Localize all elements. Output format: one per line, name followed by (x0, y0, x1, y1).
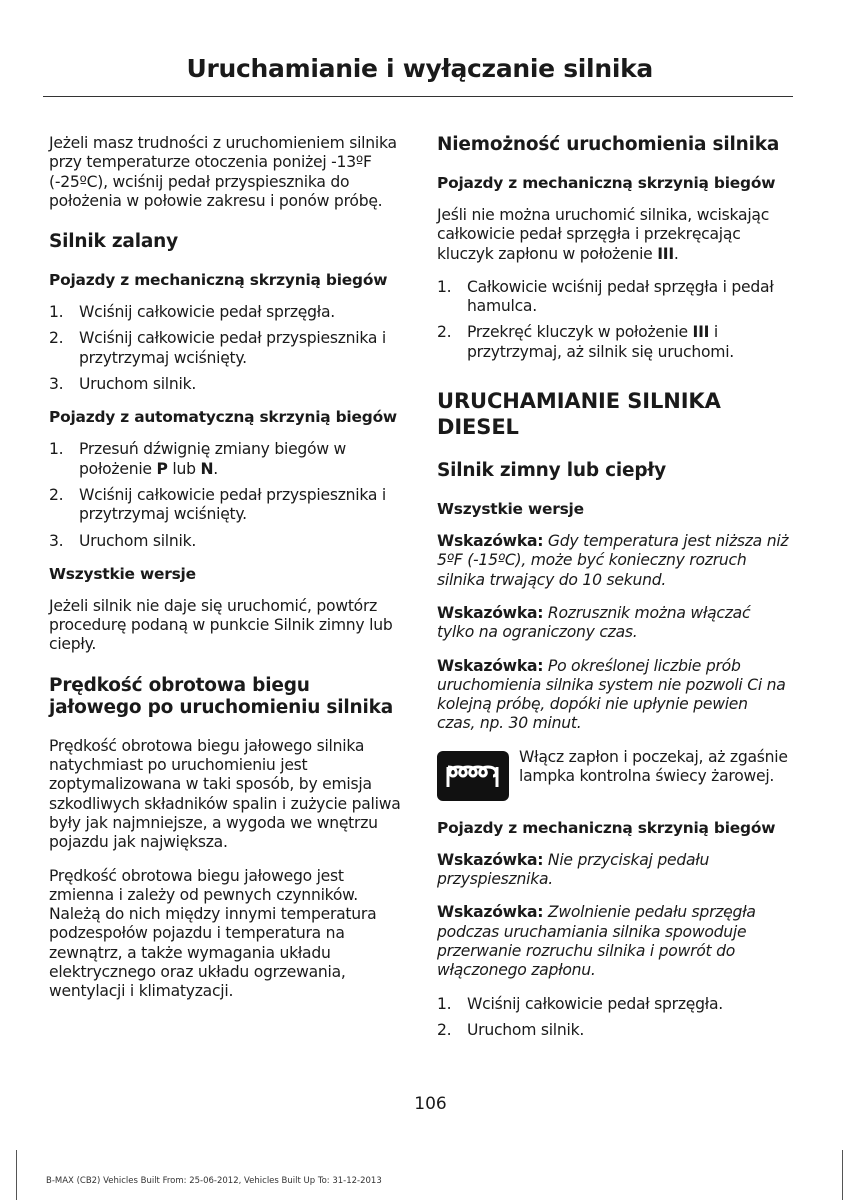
automatic-steps-list (49, 440, 401, 550)
step-text: Uruchom silnik. (467, 1020, 585, 1039)
footer-vehicle-info: B-MAX (CB2) Vehicles Built From: 25-06-2012, Vehicles Built Up To: 31-12-2013 (46, 1176, 382, 1186)
step-text: Uruchom silnik. (79, 531, 197, 550)
gear-n-label: N (200, 459, 214, 478)
step-text: lub (167, 459, 201, 478)
list-item (49, 329, 401, 368)
step-text: i przytrzymaj, aż silnik się uruchomi. (467, 323, 735, 361)
manual-steps-list (49, 303, 401, 394)
note-text: Gdy temperatura jest niższa niż 5ºF (-15ºC), może być konieczny rozruch silnika trwający do 10 sekund. (437, 532, 789, 589)
title-divider (43, 96, 793, 97)
list-item (49, 532, 401, 551)
list-item (437, 995, 789, 1014)
note-label: Wskazówka: (437, 850, 544, 869)
note-4 (437, 851, 789, 890)
note-label: Wskazówka: (437, 532, 544, 551)
failure-to-start-heading: Niemożność uruchomienia silnika (437, 134, 780, 155)
note-text: Zwolnienie pedału sprzęgła podczas uruchamiania silnika spowoduje przerwanie rozruchu silnika i powrót do włączonego zapłonu. (437, 903, 756, 980)
list-item (49, 486, 401, 525)
glow-plug-icon (437, 751, 509, 801)
list-item (49, 375, 401, 394)
all-versions-paragraph: Jeżeli silnik nie daje się uruchomić, powtórz procedurę podaną w punkcie Silnik zimny lub ciepły. (49, 596, 393, 654)
list-item (437, 1021, 789, 1040)
step-text: Całkowicie wciśnij pedał sprzęgła i pedał hamulca. (467, 277, 774, 316)
list-item (49, 440, 401, 479)
right-column (437, 134, 789, 1054)
step-text: Uruchom silnik. (79, 375, 197, 394)
paragraph-text: Jeśli nie można uruchomić silnika, wciskając całkowicie pedał sprzęgła i przekręcając kluczyk zapłonu w położenie (437, 206, 770, 263)
page-number: 106 (414, 1094, 447, 1114)
step-number: 2. (437, 1020, 452, 1039)
diesel-manual-steps-list (437, 995, 789, 1041)
note-label: Wskazówka: (437, 903, 544, 922)
manual-transmission-heading: Pojazdy z mechaniczną skrzynią biegów (49, 271, 388, 290)
list-item (437, 323, 789, 362)
crop-mark-left (16, 1150, 17, 1200)
step-number: 1. (437, 277, 452, 296)
step-text: . (213, 459, 218, 478)
note-label: Wskazówka: (437, 656, 544, 675)
flooded-engine-heading: Silnik zalany (49, 231, 178, 253)
note-2 (437, 604, 789, 643)
gear-p-label: P (156, 459, 168, 478)
all-versions-heading: Wszystkie wersje (49, 564, 196, 583)
step-number: 3. (49, 375, 64, 394)
step-number: 1. (49, 440, 64, 459)
manual-transmission-heading: Pojazdy z mechaniczną skrzynią biegów (437, 174, 776, 192)
step-text: Wciśnij całkowicie pedał przyspiesznika i przytrzymaj wciśnięty. (79, 485, 386, 524)
glow-plug-text: Włącz zapłon i poczekaj, aż zgaśnie lampka kontrolna świecy żarowej. (519, 747, 788, 786)
step-text: Wciśnij całkowicie pedał przyspiesznika i przytrzymaj wciśnięty. (79, 329, 386, 367)
note-label: Wskazówka: (437, 603, 544, 622)
cold-warm-engine-heading: Silnik zimny lub ciepły (437, 460, 666, 482)
idle-speed-paragraph-1: Prędkość obrotowa biegu jałowego silnika natychmiast po uruchomieniu jest zoptymalizowana w taki sposób, by emisja szkodliwych składników spalin i zużycie paliwa były jak najmniejsze, a wygoda we wnętrzu pojazdu jak największa. (49, 736, 401, 852)
list-item (49, 303, 401, 322)
key-position-iii: III (657, 244, 674, 263)
note-1 (437, 532, 789, 590)
manual-transmission-heading: Pojazdy z mechaniczną skrzynią biegów (437, 818, 776, 837)
idle-speed-paragraph-2: Prędkość obrotowa biegu jałowego jest zmienna i zależy od pewnych czynników. Należą do nich między innymi temperatura podzespołów pojazdu i temperatura na zewnątrz, a także wymagania układu elektrycznego oraz układu ogrzewania, wentylacji i klimatyzacji. (49, 866, 377, 1001)
step-number: 3. (49, 531, 64, 550)
note-3 (437, 657, 789, 734)
note-text: Rozrusznik można włączać tylko na ograniczony czas. (437, 603, 751, 642)
step-number: 2. (49, 485, 64, 504)
all-versions-heading: Wszystkie wersje (437, 500, 584, 519)
step-text: Przekręć kluczyk w położenie (467, 323, 693, 342)
idle-speed-heading: Prędkość obrotowa biegu jałowego po uruchomieniu silnika (49, 674, 394, 718)
step-number: 1. (437, 994, 452, 1013)
step-number: 2. (49, 329, 64, 348)
paragraph-text: . (673, 244, 679, 263)
key-position-iii: III (692, 323, 710, 342)
page-title: Uruchamianie i wyłączanie silnika (186, 54, 653, 83)
step-number: 2. (437, 323, 452, 342)
step-text: Wciśnij całkowicie pedał sprzęgła. (467, 994, 723, 1013)
step-number: 1. (49, 303, 64, 322)
list-item (437, 278, 789, 317)
automatic-transmission-heading: Pojazdy z automatyczną skrzynią biegów (49, 408, 397, 427)
note-text: Nie przyciskaj pedału przyspiesznika. (437, 850, 710, 889)
crop-mark-right (842, 1150, 843, 1200)
note-5 (437, 903, 789, 980)
glow-plug-instruction (437, 748, 789, 801)
step-text: Wciśnij całkowicie pedał sprzęgła. (79, 303, 335, 322)
failure-steps-list (437, 278, 789, 362)
left-column (49, 134, 401, 1016)
diesel-start-heading: URUCHAMIANIE SILNIKA DIESEL (437, 389, 721, 440)
failure-paragraph (437, 206, 789, 264)
note-text: Po określonej liczbie prób uruchomienia silnika system nie pozwoli Ci na kolejną próbę, dopóki nie upłynie pewien czas, np. 30 minut. (437, 656, 786, 733)
intro-paragraph: Jeżeli masz trudności z uruchomieniem silnika przy temperaturze otoczenia poniżej -13ºF (-25ºC), wciśnij pedał przyspiesznika do położenia w połowie zakresu i ponów próbę. (49, 134, 397, 210)
step-text: Przesuń dźwignię zmiany biegów w położenie (79, 440, 347, 478)
